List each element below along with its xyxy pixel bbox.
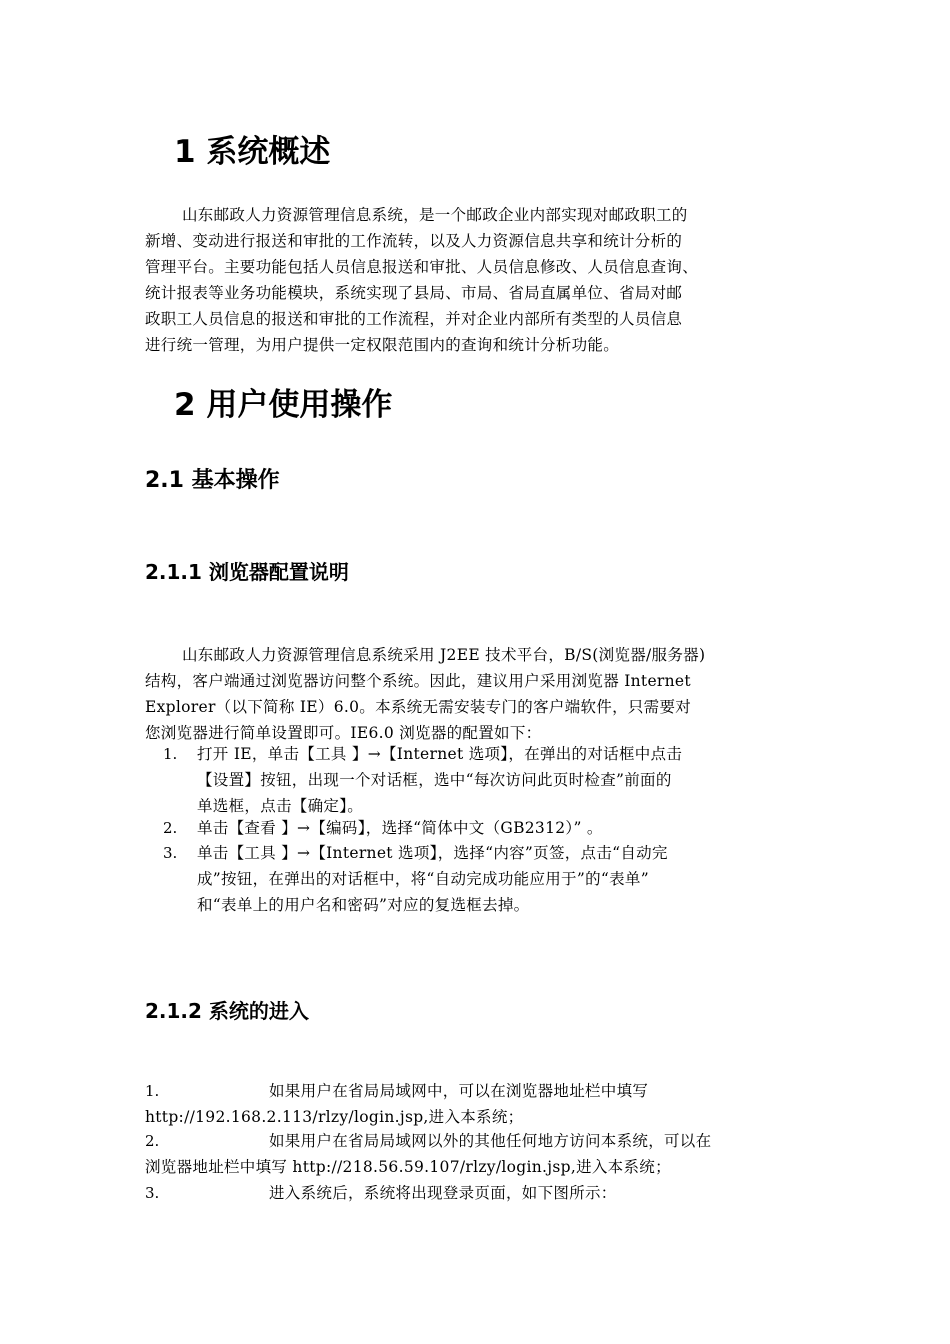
list-item-number: 3. [163, 844, 178, 862]
s211-para-line-2: 结构，客户端通过浏览器访问整个系统。因此，建议用户采用浏览器 Internet [145, 672, 691, 690]
s1-para-line-4: 统计报表等业务功能模块，系统实现了县局、市局、省局直属单位、省局对邮 [145, 284, 683, 302]
list-item-line: 如果用户在省局局域网中，可以在浏览器地址栏中填写 [269, 1082, 649, 1100]
s211-para-line-1: 山东邮政人力资源管理信息系统采用 J2EE 技术平台，B/S(浏览器/服务器) [182, 646, 706, 664]
list-item-line: 单击【工具 】→【Internet 选项】，选择“内容”页签，点击“自动完 [197, 844, 668, 862]
list-item-line: 和“表单上的用户名和密码”对应的复选框去掉。 [197, 896, 530, 914]
list-item-number: 1. [163, 745, 178, 763]
list-item-number: 2. [163, 819, 178, 837]
list-item-line: 【设置】按钮，出现一个对话框，选中“每次访问此页时检查”前面的 [197, 771, 672, 789]
list-item-line: http://192.168.2.113/rlzy/login.jsp,进入本系统； [145, 1108, 524, 1126]
s211-para-line-4: 您浏览器进行简单设置即可。IE6.0 浏览器的配置如下： [145, 724, 542, 742]
section-2-1-1-title: 2.1.1 浏览器配置说明 [145, 560, 349, 584]
s1-para-line-5: 政职工人员信息的报送和审批的工作流程，并对企业内部所有类型的人员信息 [145, 310, 683, 328]
list-item-line: 如果用户在省局局域网以外的其他任何地方访问本系统，可以在 [269, 1132, 712, 1150]
s211-para-line-3: Explorer（以下简称 IE）6.0。本系统无需安装专门的客户端软件，只需要对 [145, 698, 692, 716]
list-item-line: 单选框，点击【确定】。 [197, 797, 364, 815]
list-item-number: 3. [145, 1184, 160, 1202]
list-item-line: 打开 IE，单击【工具 】→【Internet 选项】，在弹出的对话框中点击 [197, 745, 683, 763]
list-item-number: 1. [145, 1082, 160, 1100]
s1-para-line-2: 新增、变动进行报送和审批的工作流转，以及人力资源信息共享和统计分析的 [145, 232, 683, 250]
list-item-line: 浏览器地址栏中填写 http://218.56.59.107/rlzy/login.jsp,进入本系统； [145, 1158, 671, 1176]
list-item-number: 2. [145, 1132, 160, 1150]
section-2-title: 2 用户使用操作 [174, 387, 393, 423]
section-1-title: 1 系统概述 [174, 134, 331, 170]
s1-para-line-6: 进行统一管理，为用户提供一定权限范围内的查询和统计分析功能。 [145, 336, 620, 354]
section-2-1-2-title: 2.1.2 系统的进入 [145, 999, 309, 1023]
list-item-line: 成”按钮，在弹出的对话框中，将“自动完成功能应用于”的“表单” [197, 870, 649, 888]
list-item-line: 单击【查看 】→【编码】，选择“简体中文（GB2312）” 。 [197, 819, 603, 837]
s1-para-line-3: 管理平台。主要功能包括人员信息报送和审批、人员信息修改、人员信息查询、 [145, 258, 699, 276]
s1-para-line-1: 山东邮政人力资源管理信息系统，是一个邮政企业内部实现对邮政职工的 [182, 206, 688, 224]
section-2-1-title: 2.1 基本操作 [145, 468, 280, 493]
list-item-line: 进入系统后，系统将出现登录页面，如下图所示： [269, 1184, 617, 1202]
